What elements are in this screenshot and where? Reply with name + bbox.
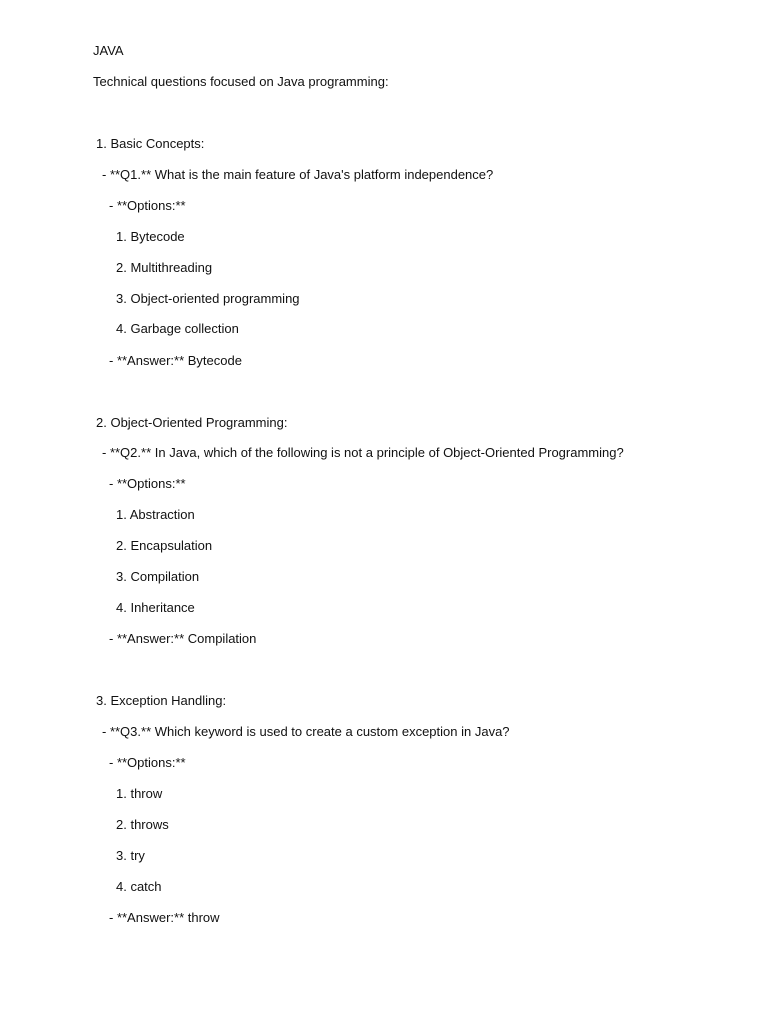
question-text: - **Q2.** In Java, which of the following is not a principle of Object-Oriented Programming? <box>102 445 624 460</box>
question-text: - **Q1.** What is the main feature of Java's platform independence? <box>102 167 494 182</box>
option-item: 3. Object-oriented programming <box>116 291 300 306</box>
options-label: - **Options:** <box>109 476 186 491</box>
document-title: JAVA <box>93 43 124 58</box>
answer-text: - **Answer:** Bytecode <box>109 353 242 368</box>
section-heading: 2. Object-Oriented Programming: <box>96 415 288 430</box>
option-item: 1. throw <box>116 786 163 801</box>
option-item: 4. Garbage collection <box>116 321 239 336</box>
question-text: - **Q3.** Which keyword is used to create a custom exception in Java? <box>102 724 510 739</box>
option-item: 2. Encapsulation <box>116 538 213 553</box>
document-intro: Technical questions focused on Java programming: <box>93 74 389 89</box>
option-item: 3. try <box>116 848 145 863</box>
option-item: 4. Inheritance <box>116 600 195 615</box>
options-label: - **Options:** <box>109 198 186 213</box>
answer-text: - **Answer:** Compilation <box>109 631 257 646</box>
section-heading: 1. Basic Concepts: <box>96 136 205 151</box>
options-label: - **Options:** <box>109 755 186 770</box>
section-heading: 3. Exception Handling: <box>96 693 227 708</box>
option-item: 1. Abstraction <box>116 507 195 522</box>
answer-text: - **Answer:** throw <box>109 910 220 925</box>
option-item: 4. catch <box>116 879 162 894</box>
option-item: 3. Compilation <box>116 569 200 584</box>
option-item: 2. Multithreading <box>116 260 213 275</box>
option-item: 2. throws <box>116 817 169 832</box>
option-item: 1. Bytecode <box>116 229 185 244</box>
